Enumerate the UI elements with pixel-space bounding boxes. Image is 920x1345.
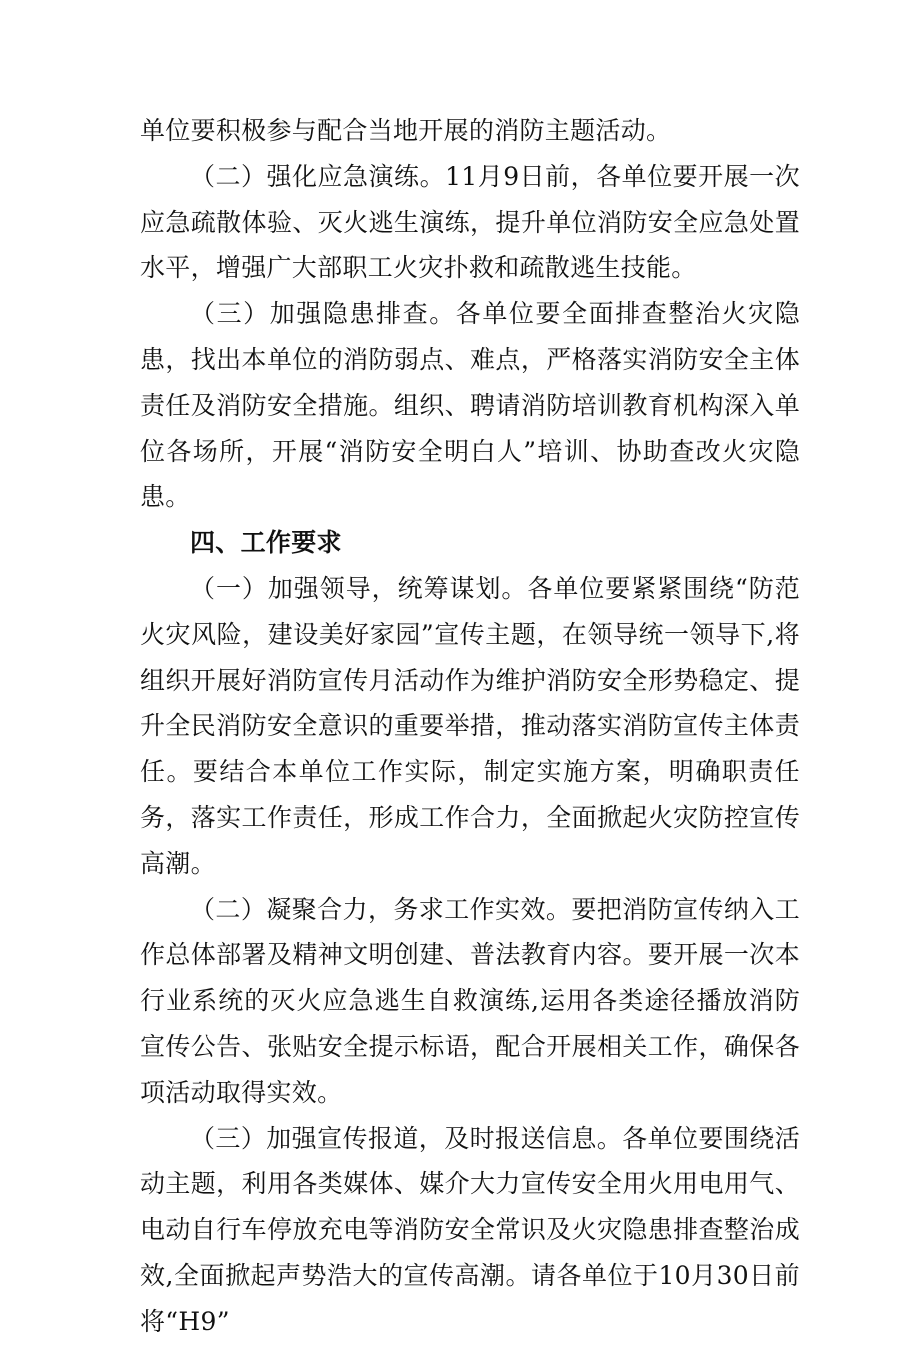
paragraph-leadership: （一）加强领导，统筹谋划。各单位要紧紧围绕“防范火灾风险，建设美好家园”宣传主题，在领导统一领导下,将组织开展好消防宣传月活动作为维护消防安全形势稳定、提升全民消防安全意识的重要举措，推动落实消防宣传主体责任。要结合本单位工作实际，制定实施方案，明确职责任务，落实工作责任，形成工作合力，全面掀起火灾防控宣传高潮。 [140,573,800,878]
paragraph-continuation: 单位要积极参与配合当地开展的消防主题活动。 [140,116,672,145]
paragraph-publicity-reporting: （三）加强宣传报道，及时报送信息。各单位要围绕活动主题，利用各类媒体、媒介大力宣传安全用火用电用气、电动自行车停放充电等消防安全常识及火灾隐患排查整治成效,全面掀起声势浩大的宣传高潮。请各单位于10月30日前将“H9” [140,1123,800,1336]
document-body [140,108,800,1345]
section-heading-work-requirements: 四、工作要求 [190,528,342,558]
paragraph-hazard-inspection: （三）加强隐患排查。各单位要全面排查整治火灾隐患，找出本单位的消防弱点、难点，严格落实消防安全主体责任及消防安全措施。组织、聘请消防培训教育机构深入单位各场所，开展“消防安全明白人”培训、协助查改火灾隐患。 [140,299,800,512]
paragraph-emergency-drill: （二）强化应急演练。11月9日前，各单位要开展一次应急疏散体验、灭火逃生演练，提升单位消防安全应急处置水平，增强广大部职工火灾扑救和疏散逃生技能。 [140,161,800,283]
paragraph-joint-effort: （二）凝聚合力，务求工作实效。要把消防宣传纳入工作总体部署及精神文明创建、普法教育内容。要开展一次本行业系统的灭火应急逃生自救演练,运用各类途径播放消防宣传公告、张贴安全提示标语，配合开展相关工作，确保各项活动取得实效。 [140,894,800,1107]
